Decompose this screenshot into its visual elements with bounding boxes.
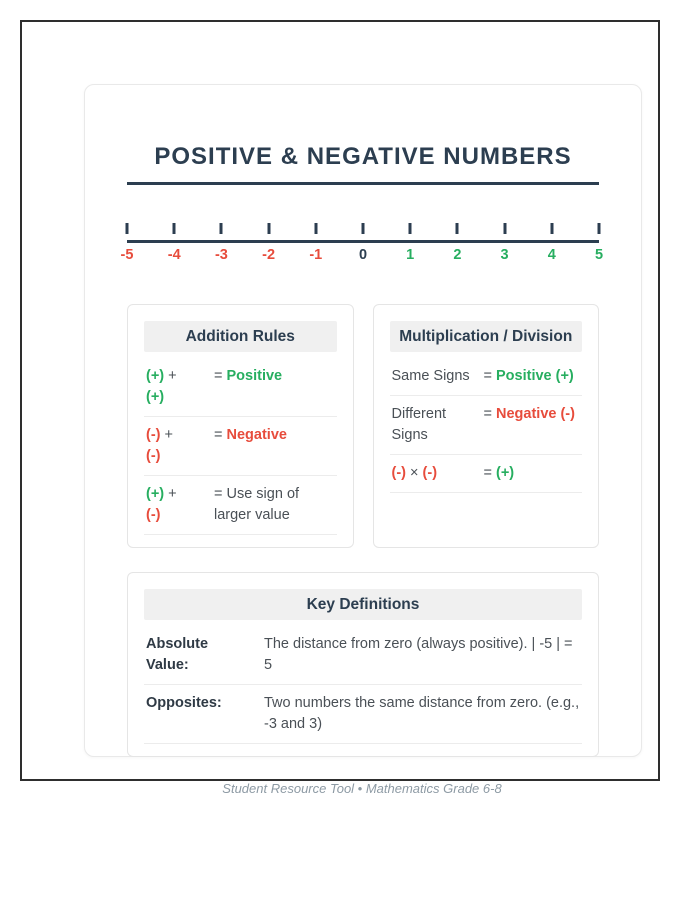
number-line-label: 2 <box>453 247 462 263</box>
number-line-label: 5 <box>594 247 604 263</box>
sign-token: (-) <box>391 465 406 481</box>
sign-token: (-) <box>422 465 438 481</box>
number-line-axis <box>127 240 599 243</box>
worksheet-card <box>84 84 642 757</box>
number-line-tick <box>550 223 553 234</box>
rule-label <box>392 366 484 387</box>
sign-token: (+) <box>146 486 165 502</box>
title-underline <box>127 182 599 185</box>
operator-token: + <box>164 486 177 502</box>
equals-token: = <box>214 427 227 443</box>
number-line-tick <box>267 223 270 234</box>
equals-token: = <box>483 406 496 422</box>
sign-token: (+) <box>146 389 165 405</box>
addition-rule-row <box>144 476 337 535</box>
result-token: Positive (+) <box>496 368 574 384</box>
number-line-tick <box>456 223 459 234</box>
addition-rules-header: Addition Rules <box>144 321 337 352</box>
sign-token: (-) <box>146 427 161 443</box>
multiplication-rule-row <box>390 455 583 493</box>
number-line-ticks <box>127 223 599 234</box>
multiplication-rule-row <box>390 358 583 396</box>
number-line <box>120 223 604 268</box>
multiplication-division-rows <box>390 358 583 493</box>
number-line-tick <box>314 223 317 234</box>
number-line-label: -3 <box>214 247 228 263</box>
rule-signs <box>146 484 214 526</box>
multiplication-rule-row <box>390 396 583 455</box>
number-line-label: -4 <box>167 247 181 263</box>
number-line-label: -2 <box>262 247 276 263</box>
operator-token: + <box>164 368 177 384</box>
multiplication-division-header: Multiplication / Division <box>390 321 583 352</box>
rule-result <box>214 425 335 467</box>
number-line-labels <box>120 247 604 268</box>
page-frame <box>20 20 660 796</box>
addition-rule-row <box>144 358 337 417</box>
addition-rules-card <box>127 304 354 548</box>
definition-text: Two numbers the same distance from zero. (e.g., -3 and 3) <box>264 695 580 732</box>
definition-label: Absolute Value: <box>146 636 209 673</box>
sign-token: (+) <box>146 368 165 384</box>
rule-label <box>392 404 484 446</box>
sign-token: (-) <box>146 507 161 523</box>
number-line-label: 0 <box>358 247 368 263</box>
addition-rules-rows <box>144 358 337 535</box>
rule-result <box>214 484 335 526</box>
result-text: = Use sign of larger value <box>214 486 300 523</box>
rule-signs <box>146 425 214 467</box>
number-line-tick <box>220 223 223 234</box>
operator-token: × <box>406 465 423 481</box>
number-line-label: 1 <box>406 247 415 263</box>
worksheet-content <box>85 85 641 757</box>
multiplication-division-card <box>373 304 600 548</box>
definition-text: The distance from zero (always positive). | -5 | = 5 <box>264 636 573 673</box>
number-line-label: 4 <box>547 247 556 263</box>
operator-token: + <box>160 427 173 443</box>
number-line-label: -1 <box>309 247 323 263</box>
key-definitions-rows <box>144 626 582 744</box>
definition-row <box>144 626 582 685</box>
number-line-tick <box>173 223 176 234</box>
definition-row <box>144 685 582 744</box>
result-token: Negative <box>226 427 287 443</box>
rule-result <box>484 404 581 446</box>
number-line-tick <box>362 223 365 234</box>
key-definitions-header: Key Definitions <box>144 589 582 620</box>
rule-cards-row <box>127 304 599 548</box>
page-title: POSITIVE & NEGATIVE NUMBERS <box>154 143 572 170</box>
equals-token: = <box>214 368 227 384</box>
equals-token: = <box>483 368 496 384</box>
definition-label: Opposites: <box>146 695 222 711</box>
number-line-tick <box>126 223 129 234</box>
key-definitions-card <box>127 572 599 757</box>
rule-signs <box>392 463 484 484</box>
rule-signs <box>146 366 214 408</box>
rule-result <box>214 366 335 408</box>
rule-result <box>484 463 581 484</box>
rule-label-text: Different Signs <box>391 406 447 443</box>
rule-label-text: Same Signs <box>391 368 470 384</box>
number-line-tick <box>503 223 506 234</box>
number-line-tick <box>409 223 412 234</box>
result-token: (+) <box>496 465 515 481</box>
number-line-label: -5 <box>120 247 134 263</box>
number-line-label: 3 <box>500 247 509 263</box>
number-line-tick <box>598 223 601 234</box>
equals-token: = <box>483 465 496 481</box>
footer-caption: Student Resource Tool • Mathematics Grade 6-8 <box>222 781 502 796</box>
addition-rule-row <box>144 417 337 476</box>
rule-result <box>484 366 581 387</box>
result-token: Positive <box>226 368 283 384</box>
sign-token: (-) <box>146 448 161 464</box>
result-token: Negative (-) <box>496 406 575 422</box>
